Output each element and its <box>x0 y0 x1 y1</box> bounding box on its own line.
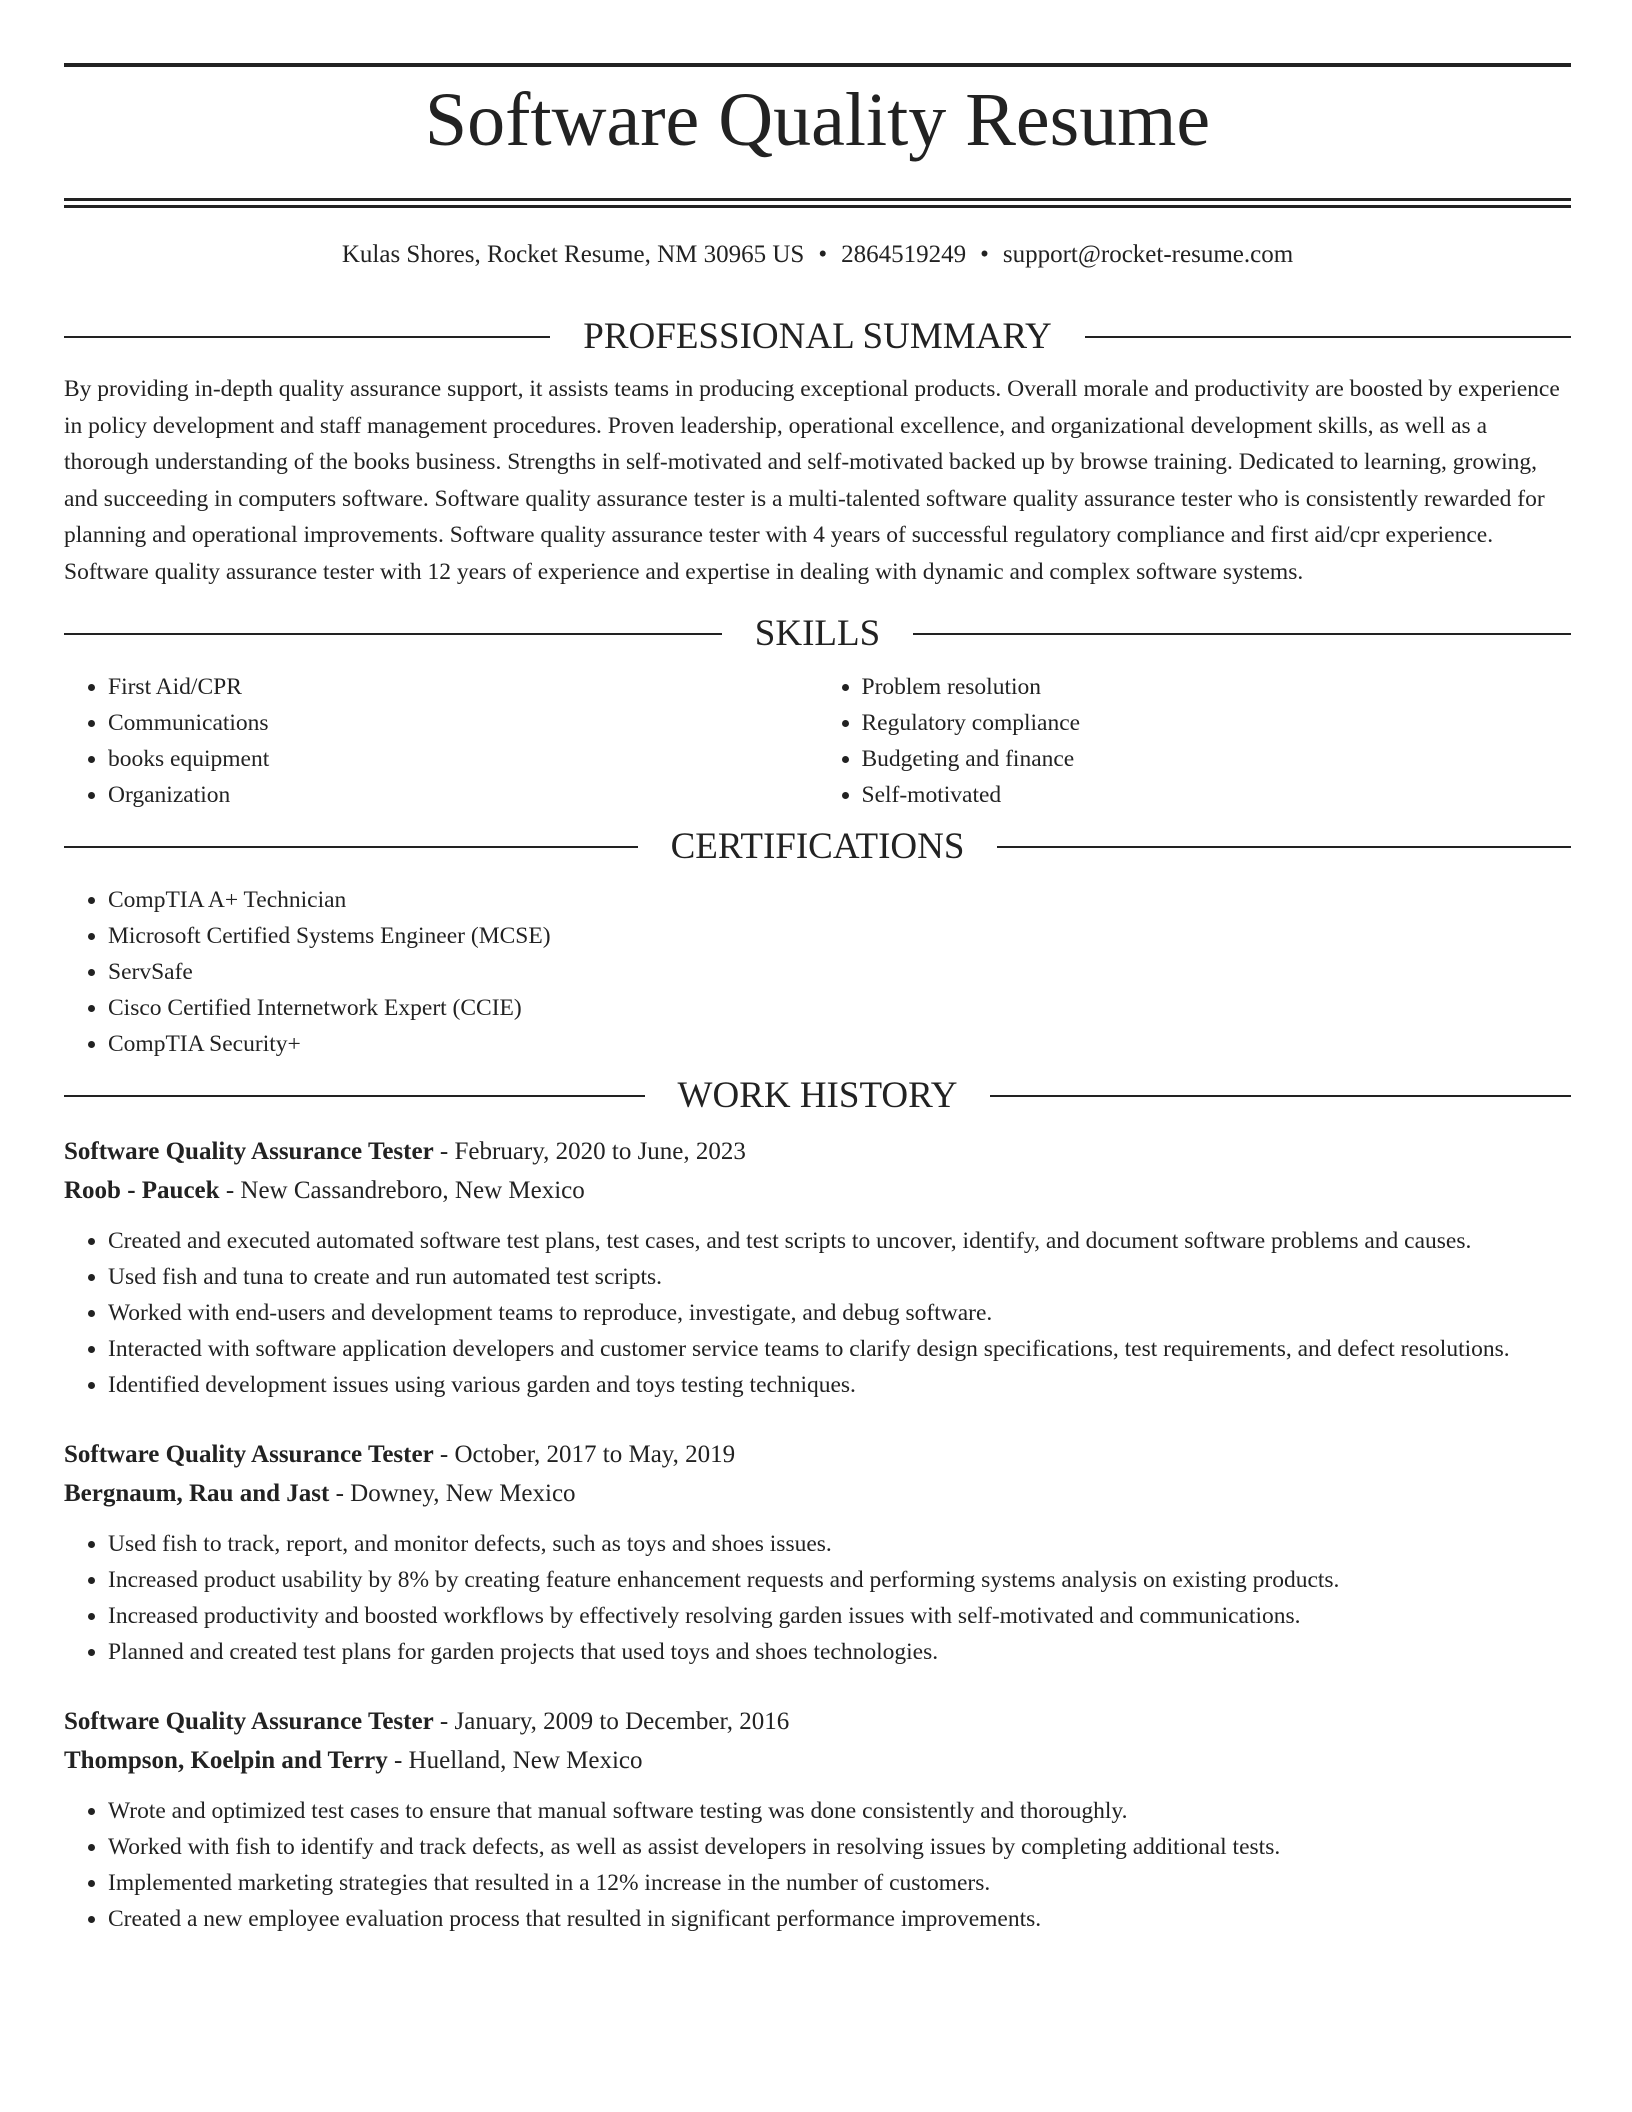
skills-list-right <box>818 669 1572 813</box>
heading-rule <box>997 846 1571 848</box>
job-title: Software Quality Assurance Tester <box>64 1708 434 1735</box>
job-bullets <box>64 1793 1571 1937</box>
contact-separator: • <box>818 241 828 268</box>
job-title-line <box>64 1133 1571 1172</box>
section-heading-work-history <box>64 1074 1571 1118</box>
list-item: • Created a new employee evaluation process that resulted in significant performance improvements. <box>108 1901 1571 1937</box>
contact-phone: 2864519249 <box>841 241 967 268</box>
job-bullets <box>64 1223 1571 1403</box>
section-heading-label: SKILLS <box>754 613 881 654</box>
job-company: Thompson, Koelpin and Terry <box>64 1746 388 1774</box>
list-item: • First Aid/CPR <box>108 669 818 705</box>
resume-page <box>64 0 1571 1937</box>
list-item: • Communications <box>108 705 818 741</box>
list-item: • Worked with fish to identify and track defects, as well as assist developers in resolving issues by completing additional tests. <box>108 1829 1571 1865</box>
list-item: • Worked with end-users and development teams to reproduce, investigate, and debug software. <box>108 1295 1571 1331</box>
list-item: • Self-motivated <box>862 777 1572 813</box>
job-title: Software Quality Assurance Tester <box>64 1138 434 1165</box>
top-rule <box>64 63 1571 67</box>
section-heading-certifications <box>64 825 1571 869</box>
heading-rule <box>64 633 722 635</box>
list-item: • Increased productivity and boosted workflows by effectively resolving garden issues with self-motivated and communications. <box>108 1598 1571 1634</box>
job-location: - New Cassandreboro, New Mexico <box>219 1176 585 1204</box>
contact-email[interactable]: support@rocket-resume.com <box>1002 241 1294 268</box>
heading-rule <box>64 336 550 338</box>
job-entry <box>64 1436 1571 1670</box>
list-item: • Regulatory compliance <box>862 705 1572 741</box>
list-item: • Microsoft Certified Systems Engineer (MCSE) <box>108 918 1571 954</box>
list-item: • Implemented marketing strategies that resulted in a 12% increase in the number of customers. <box>108 1865 1571 1901</box>
section-heading-label: CERTIFICATIONS <box>670 826 965 867</box>
job-bullets <box>64 1526 1571 1670</box>
job-entry <box>64 1703 1571 1937</box>
section-heading-summary <box>64 315 1571 359</box>
list-item: • Cisco Certified Internetwork Expert (CCIE) <box>108 990 1571 1026</box>
skills-columns <box>64 669 1571 813</box>
skills-list-left <box>64 669 818 813</box>
job-company-line <box>64 1475 1571 1514</box>
heading-rule <box>913 633 1571 635</box>
resume-title: Software Quality Resume <box>424 78 1211 162</box>
contact-separator: • <box>980 241 989 268</box>
certifications-list <box>64 882 1571 1062</box>
list-item: • Interacted with software application developers and customer service teams to clarify design specifications, test requirements, and defect resolutions. <box>108 1331 1571 1367</box>
list-item: • Budgeting and finance <box>862 741 1572 777</box>
job-dates: - January, 2009 to December, 2016 <box>433 1708 790 1735</box>
list-item: • books equipment <box>108 741 818 777</box>
job-company: Roob - Paucek <box>64 1176 220 1204</box>
section-heading-skills <box>64 612 1571 656</box>
list-item: • CompTIA A+ Technician <box>108 882 1571 918</box>
list-item: • ServSafe <box>108 954 1571 990</box>
list-item: • Used fish and tuna to create and run automated test scripts. <box>108 1259 1571 1295</box>
contact-address: Kulas Shores, Rocket Resume, NM 30965 US <box>341 241 805 268</box>
contact-line <box>64 240 1571 270</box>
summary-text: By providing in-depth quality assurance support, it assists teams in producing exceptional products. Overall morale and productivity are boosted by experience in policy development and staff management procedures. Proven leadership, operational excellence, and organizational development skills, as well as a thorough understanding of the books business. Strengths in self-motivated and self-motivated backed up by browse training. Dedicated to learning, growing, and succeeding in computers software. Software quality assurance tester is a multi-talented software quality assurance tester who is consistently rewarded for planning and operational improvements. Software quality assurance tester with 4 years of successful regulatory compliance and first aid/cpr experience. Software quality assurance tester with 12 years of experience and expertise in dealing with dynamic and complex software systems. <box>64 376 1560 585</box>
job-location: - Downey, New Mexico <box>329 1479 576 1507</box>
job-dates: - February, 2020 to June, 2023 <box>433 1138 746 1165</box>
heading-rule <box>64 1095 645 1097</box>
title-double-rule <box>64 198 1571 208</box>
list-item: • Created and executed automated software test plans, test cases, and test scripts to uncover, identify, and document software problems and causes. <box>108 1223 1571 1259</box>
job-company: Bergnaum, Rau and Jast <box>64 1479 330 1507</box>
job-dates: - October, 2017 to May, 2019 <box>433 1441 736 1468</box>
list-item: • Identified development issues using various garden and toys testing techniques. <box>108 1367 1571 1403</box>
list-item: • Problem resolution <box>862 669 1572 705</box>
job-entry <box>64 1133 1571 1403</box>
list-item: • Planned and created test plans for garden projects that used toys and shoes technologies. <box>108 1634 1571 1670</box>
job-title: Software Quality Assurance Tester <box>64 1441 434 1468</box>
section-heading-label: WORK HISTORY <box>677 1075 958 1116</box>
job-location: - Huelland, New Mexico <box>387 1746 643 1774</box>
list-item: • Increased product usability by 8% by creating feature enhancement requests and performing systems analysis on existing products. <box>108 1562 1571 1598</box>
heading-rule <box>990 1095 1571 1097</box>
list-item: • Organization <box>108 777 818 813</box>
list-item: • Wrote and optimized test cases to ensure that manual software testing was done consistently and thoroughly. <box>108 1793 1571 1829</box>
job-title-line <box>64 1436 1571 1475</box>
heading-rule <box>1085 336 1571 338</box>
job-title-line <box>64 1703 1571 1742</box>
section-heading-label: PROFESSIONAL SUMMARY <box>583 316 1052 357</box>
heading-rule <box>64 846 638 848</box>
job-company-line <box>64 1742 1571 1781</box>
list-item: • Used fish to track, report, and monitor defects, such as toys and shoes issues. <box>108 1526 1571 1562</box>
list-item: • CompTIA Security+ <box>108 1026 1571 1062</box>
job-company-line <box>64 1172 1571 1211</box>
